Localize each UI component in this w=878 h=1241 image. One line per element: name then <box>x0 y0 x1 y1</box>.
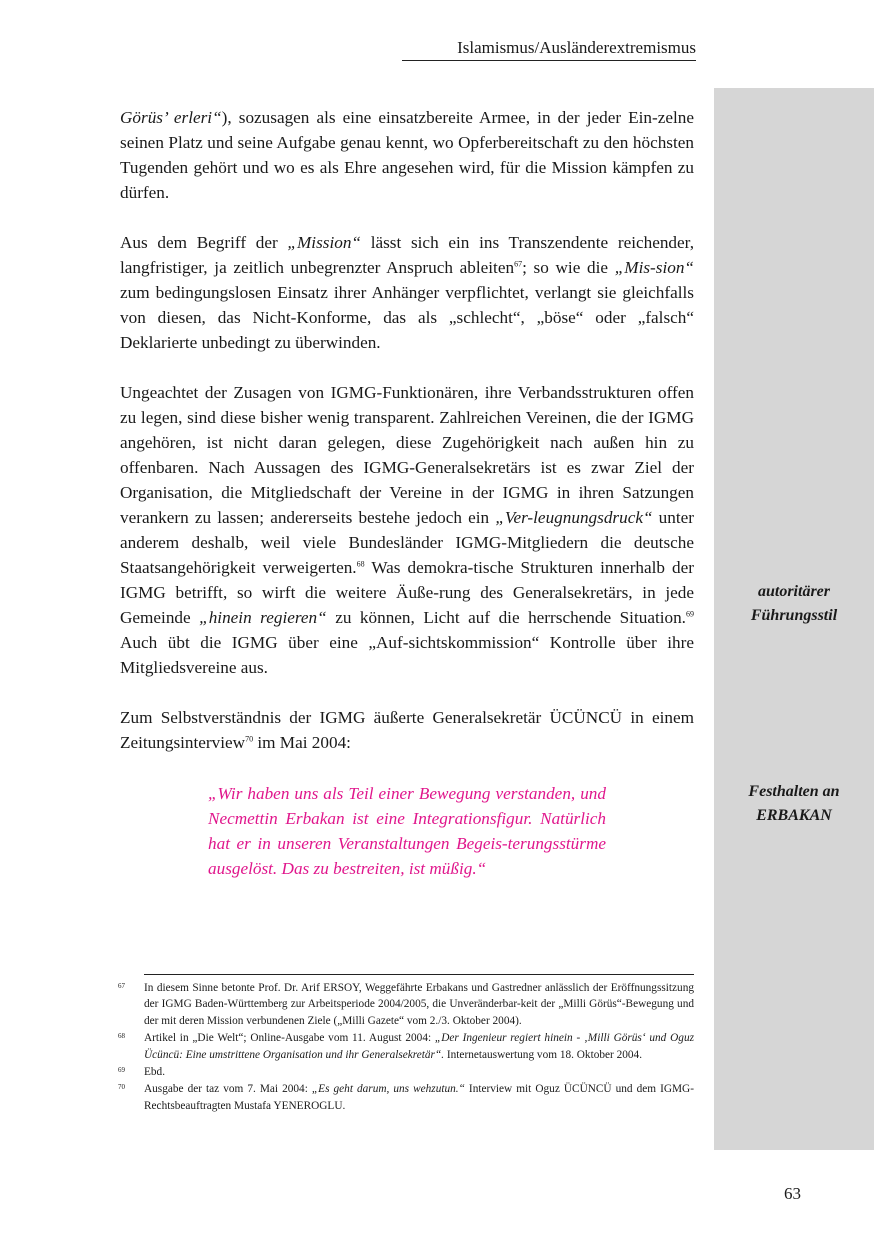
footnote-number: 68 <box>118 1032 125 1041</box>
side-note-erbakan <box>714 780 874 828</box>
running-head: Islamismus/Ausländerextremismus <box>457 38 696 57</box>
paragraph-mission-army <box>120 105 694 205</box>
footnote-reference: 67 <box>514 259 523 269</box>
paragraph-interview-intro <box>120 705 694 755</box>
paragraph-text: ), sozusagen als eine einsatzbereite Armee, in der jeder Ein-zelne seinen Platz und seine Aufgabe genau kennt, wo Opferbereitschaft zu den höchsten Tugenden gehört und wo es als Ehre angesehen wird, für die Mission kämpfen zu dürfen. <box>120 108 694 202</box>
side-note-line: Festhalten an <box>748 783 840 800</box>
footnote-text: In diesem Sinne betonte Prof. Dr. Arif ERSOY, Weggefährte Erbakans und Gastredner anlässlich der Eröffnungssitzung der IGMG Baden-Württemberg zur Arbeitsperiode 2004/2005, die Unveränderbar-keit der „Milli Görüs“-Bewegung und der mit deren Mission verbundenen Ziele („Milli Gazete“ vom 2./3. Oktober 2004). <box>144 982 694 1027</box>
footnote-69 <box>118 1064 694 1080</box>
paragraph-text: zum bedingungslosen Einsatz ihrer Anhänger verpflichtet, verlangt sie gleichfalls von diesen, das Nicht-Konforme, das als „schlecht“, „böse“ oder „falsch“ Deklarierte unbedingt zu überwinden. <box>120 283 694 352</box>
emphasis-text: „Der Ingenieur regiert hinein - ‚Milli Görüs‘ und Oguz Ücüncü: Eine umstrittene Organisation und ihr Generalsekretär“. <box>144 1032 694 1061</box>
header-rule <box>402 60 696 61</box>
footnotes <box>118 980 694 1115</box>
footnote-number: 70 <box>118 1083 125 1092</box>
page-number: 63 <box>784 1184 801 1203</box>
footnote-68 <box>118 1030 694 1063</box>
footnote-text: Interview mit Oguz ÜCÜNCÜ und dem IGMG-Rechtsbeauftragten Mustafa YENEROGLU. <box>144 1083 694 1112</box>
paragraph-text: Ungeachtet der Zusagen von IGMG-Funktionären, ihre Verbandsstrukturen offen zu legen, sind diese bisher wenig transparent. Zahlreichen Vereinen, die der IGMG angehören, ist nicht daran gelegen, diese Zugehörigkeit nach außen hin zu offenbaren. Nach Aussagen des IGMG-Generalsekretärs ist es zwar Ziel der Organisation, die Mitgliedschaft der Vereine in der IGMG in ihren Satzungen verankern zu lassen; andererseits bestehe jedoch ein <box>120 383 694 527</box>
side-note-fuehrungsstil <box>714 580 874 628</box>
emphasis-text: „hinein regieren“ <box>199 608 327 627</box>
footnote-text <box>144 1032 694 1060</box>
footnote-text: Ausgabe der taz vom 7. Mai 2004: <box>144 1083 312 1096</box>
paragraph-text: Auch übt die IGMG über eine „Auf-sichtskommission“ Kontrolle über ihre Mitgliedsvereine aus. <box>120 633 694 677</box>
emphasis-text: Görüs’ erleri“ <box>120 108 222 127</box>
emphasis-text: „Ver-leugnungsdruck“ <box>495 508 653 527</box>
footnote-70 <box>118 1081 694 1114</box>
block-quote: „Wir haben uns als Teil einer Bewegung verstanden, und Necmettin Erbakan ist eine Integrationsfigur. Natürlich hat er in unseren Veranstaltungen Begeis-terungsstürme ausgelöst. Das zu bestreiten, ist müßig.“ <box>208 784 606 878</box>
paragraph-text: zu können, Licht auf die herrschende Situation. <box>326 608 686 627</box>
footnote-text <box>144 982 694 1027</box>
paragraph-text: Zum Selbstverständnis der IGMG äußerte Generalsekretär ÜCÜNCÜ in einem Zeitungsinterview <box>120 708 694 752</box>
footnote-text: Ebd. <box>144 1066 166 1079</box>
footnote-text <box>144 1066 165 1078</box>
footnote-text: Internetauswertung vom 18. Oktober 2004. <box>444 1048 643 1061</box>
paragraph-text: unter anderem deshalb, weil viele Bundesländer IGMG-Mitgliedern die deutsche Staatsangehörigkeit verweigerten. <box>120 508 694 577</box>
footnote-number: 67 <box>118 982 125 990</box>
footnote-rule <box>144 974 694 975</box>
paragraph-text: lässt sich ein ins Transzendente reichender, langfristiger, ja zeitlich unbegrenzter Anspruch ableiten <box>120 233 694 277</box>
paragraph-structures <box>120 380 694 680</box>
paragraph-text: Aus dem Begriff der <box>120 233 288 252</box>
footnote-number: 69 <box>118 1066 125 1075</box>
footnote-67 <box>118 980 694 1029</box>
side-note-line: Führungsstil <box>750 607 838 624</box>
paragraph-text: ; so wie die <box>522 258 615 277</box>
footnote-reference: 70 <box>245 734 254 744</box>
paragraph-text: im Mai 2004: <box>253 733 351 752</box>
footnote-reference: 69 <box>685 609 694 619</box>
side-note-line: ERBAKAN <box>756 807 832 824</box>
footnote-text <box>144 1083 694 1111</box>
emphasis-text: „Es geht darum, uns wehzutun.“ <box>311 1083 465 1096</box>
paragraph-mission-claim <box>120 230 694 355</box>
paragraph-text: Was demokra-tische Strukturen innerhalb der IGMG betrifft, so wirft die weitere Äuße-rung des Generalsekretärs, in jede Gemeinde <box>120 558 694 627</box>
emphasis-text: „Mission“ <box>287 233 361 252</box>
footnote-reference: 68 <box>356 559 365 569</box>
side-note-line: autoritärer <box>757 583 830 600</box>
footnote-text: Artikel in „Die Welt“; Online-Ausgabe vom 11. August 2004: <box>144 1032 435 1045</box>
emphasis-text: „Mis-sion“ <box>614 258 694 277</box>
